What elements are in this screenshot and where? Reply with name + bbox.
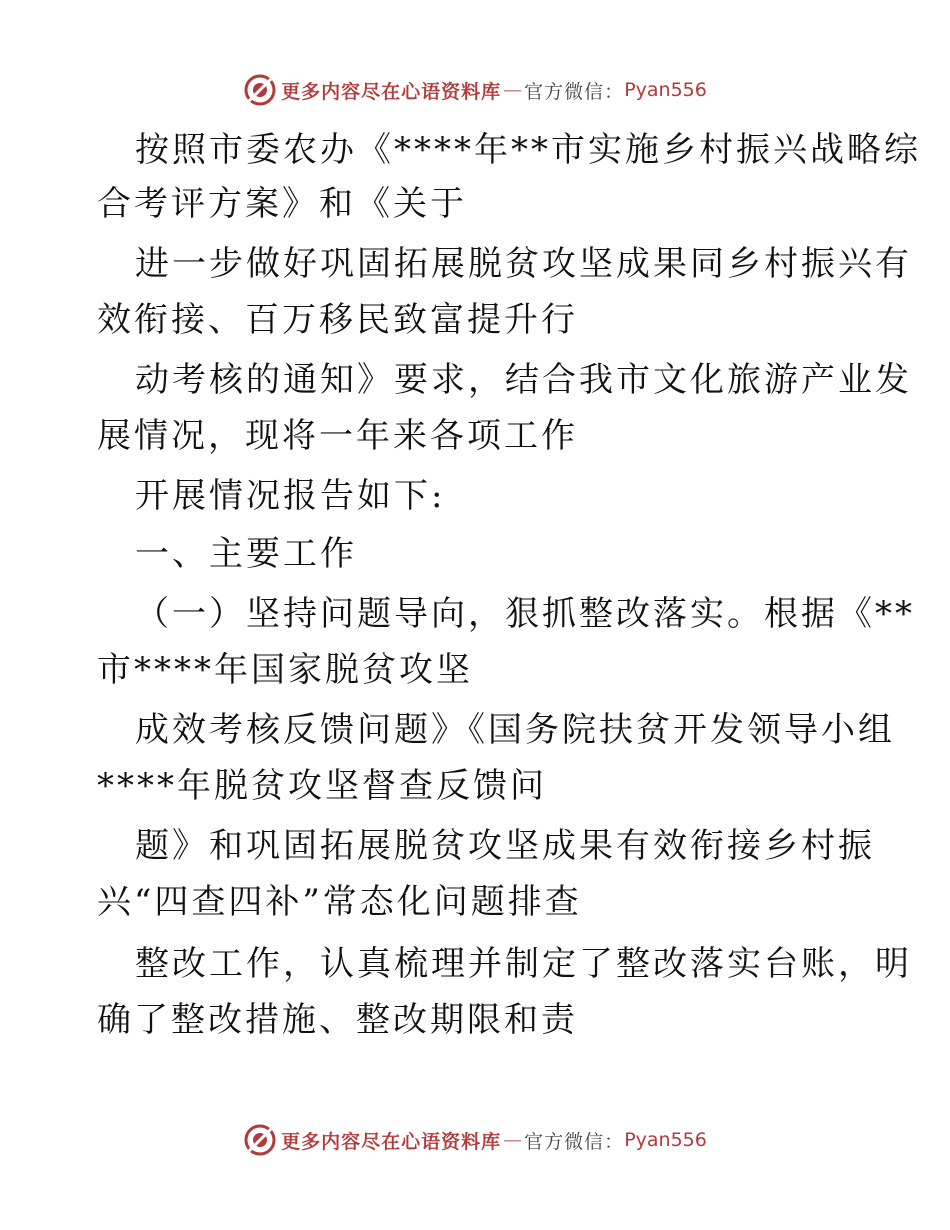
text-line: 进一步做好巩固拓展脱贫攻坚成果同乡村振兴有 xyxy=(135,244,912,284)
text-line: 整改工作，认真梳理并制定了整改落实台账，明 xyxy=(135,944,912,984)
banner-wechat-id: Pyan556 xyxy=(624,79,707,101)
section-heading: 一、主要工作 xyxy=(135,534,357,574)
text-line: 动考核的通知》要求，结合我市文化旅游产业发 xyxy=(135,360,912,400)
text-line: 市****年国家脱贫攻坚 xyxy=(97,650,473,690)
text-line: 成效考核反馈问题》《国务院扶贫开发领导小组 xyxy=(135,710,895,750)
text-line: 兴“四查四补”常态化问题排查 xyxy=(97,882,582,922)
banner-brand-text: 更多内容尽在心语资料库 xyxy=(281,80,502,103)
text-line: 开展情况报告如下: xyxy=(135,476,446,516)
text-line: 确了整改措施、整改期限和责 xyxy=(97,1000,578,1040)
subsection-heading: （一）坚持问题导向，狠抓整改落实。根据《** xyxy=(135,594,915,634)
banner-brand-text: 更多内容尽在心语资料库 xyxy=(281,1130,502,1153)
banner-wechat-id: Pyan556 xyxy=(624,1129,707,1151)
text-line: 效衔接、百万移民致富提升行 xyxy=(97,300,578,340)
banner-dash: — xyxy=(503,1129,523,1151)
text-line: ****年脱贫攻坚督查反馈问 xyxy=(97,766,547,806)
footer-banner xyxy=(0,1120,950,1160)
brand-logo-icon xyxy=(243,1123,277,1157)
text-line: 展情况，现将一年来各项工作 xyxy=(97,416,578,456)
text-line: 按照市委农办《****年**市实施乡村振兴战略综 xyxy=(135,130,921,170)
header-banner xyxy=(0,70,950,110)
text-line: 题》和巩固拓展脱贫攻坚成果有效衔接乡村振 xyxy=(135,826,875,866)
banner-wechat-label: 官方微信： xyxy=(524,80,625,103)
brand-logo-icon xyxy=(243,73,277,107)
text-line: 合考评方案》和《关于 xyxy=(97,184,467,224)
banner-wechat-label: 官方微信： xyxy=(524,1130,625,1153)
banner-dash: — xyxy=(503,79,523,101)
